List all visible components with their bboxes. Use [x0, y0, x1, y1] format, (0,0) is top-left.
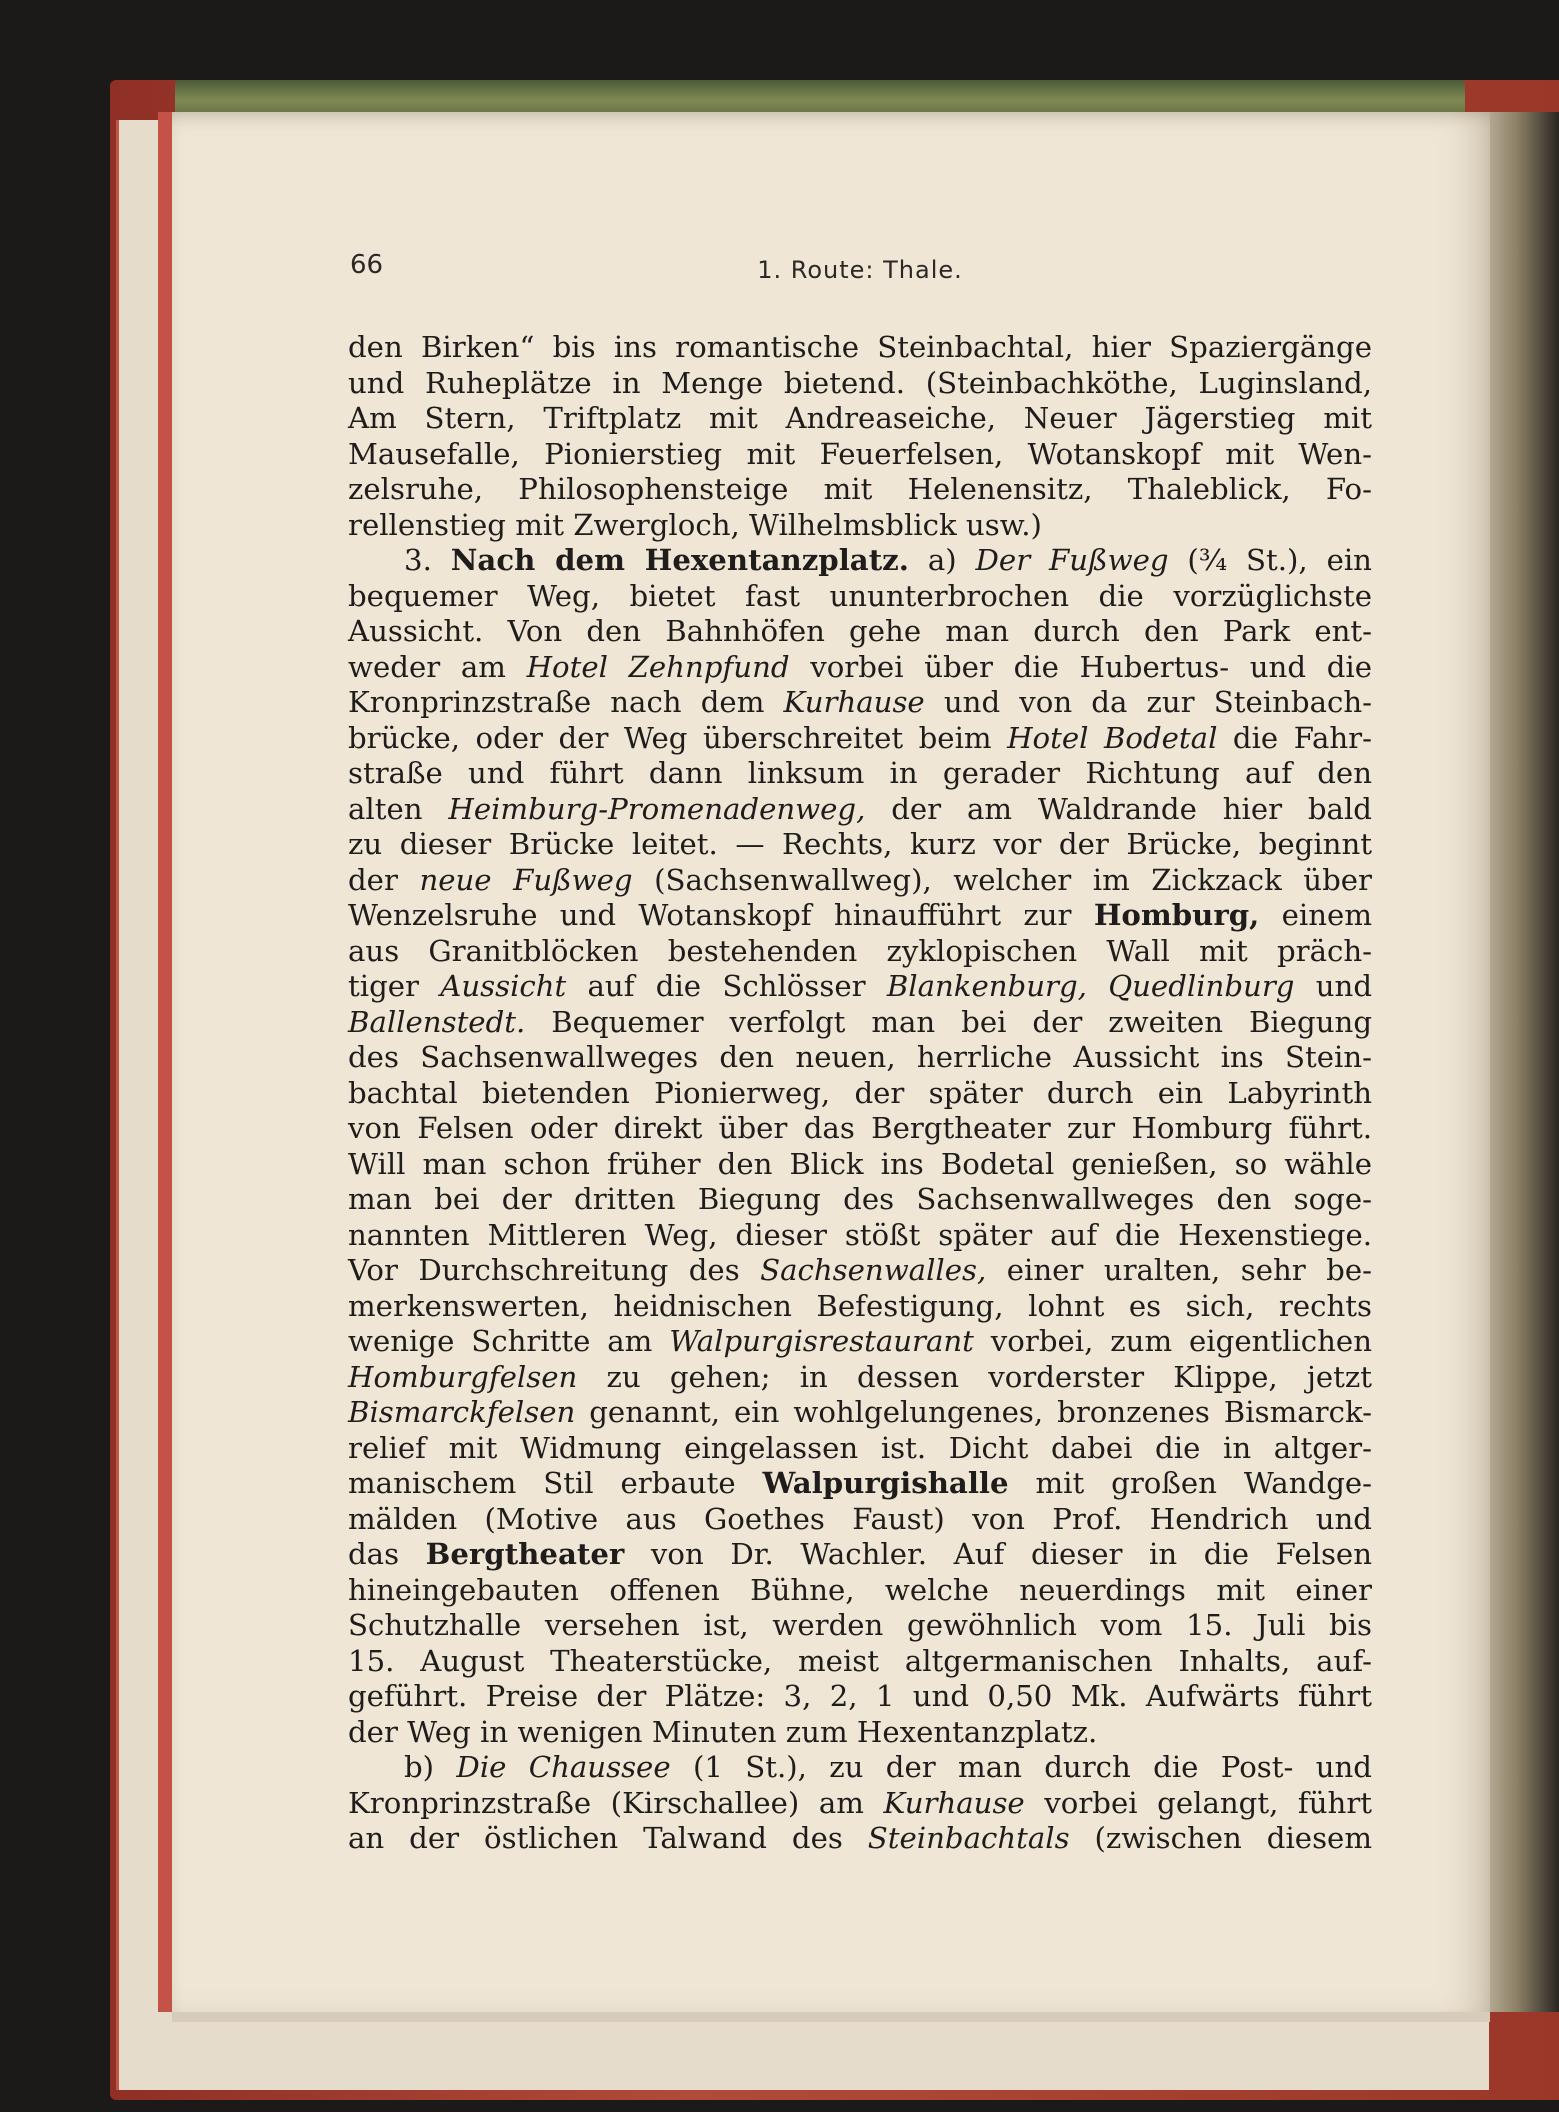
text-segment: Wenzelsruhe und Wotanskopf hinaufführt zur [348, 898, 1094, 932]
text-line [348, 1750, 1372, 1786]
text-line [348, 898, 1372, 934]
text-segment: vorbei, zum eigentlichen [973, 1324, 1373, 1358]
text-segment: (1 St.), zu der man durch die Post- und [670, 1750, 1372, 1784]
bold-text: Homburg, [1093, 898, 1260, 932]
text-segment: hineingebauten offenen Bühne, welche neuerdings mit einer [348, 1572, 1372, 1607]
text-segment: das [348, 1537, 426, 1571]
text-segment: (Sachsenwallweg), welcher im Zickzack über [632, 862, 1372, 897]
text-segment: zu dieser Brücke leitet. — Rechts, kurz vor der Brücke, beginnt [348, 827, 1372, 861]
running-head [350, 252, 1370, 292]
page-bottom-edge [172, 2012, 1490, 2022]
italic-text: Hotel Bodetal [1007, 720, 1218, 755]
text-segment: alten [348, 791, 449, 826]
text-line [348, 863, 1372, 899]
text-segment: 15. August Theaterstücke, meist altgermanischen Inhalts, auf- [348, 1643, 1372, 1678]
red-page-edge [158, 112, 172, 2012]
text-line [348, 1076, 1372, 1112]
text-segment: von Dr. Wachler. Auf dieser in die Felsen [624, 1537, 1372, 1571]
text-segment: (¾ St.), ein [1168, 543, 1372, 577]
text-segment: Kronprinzstraße nach dem [348, 685, 784, 719]
italic-text: Homburgfelsen [348, 1359, 578, 1394]
text-segment: Vor Durchschreitung des [348, 1253, 761, 1287]
text-segment: geführt. Preise der Plätze: 3, 2, 1 und 0,50 Mk. Aufwärts führt [348, 1679, 1372, 1713]
text-line [348, 1111, 1372, 1147]
italic-text: Kurhause [883, 1785, 1025, 1820]
text-line [348, 1289, 1372, 1325]
text-line [348, 1537, 1372, 1573]
page-number: 66 [350, 250, 384, 280]
text-segment: von Felsen oder direkt über das Bergtheater zur Homburg führt. [348, 1111, 1372, 1145]
text-segment: merkenswerten, heidnischen Befestigung, lohnt es sich, rechts [348, 1288, 1372, 1323]
text-line [348, 1821, 1372, 1857]
text-segment: tiger [348, 969, 441, 1003]
text-segment: relief mit Widmung eingelassen ist. Dicht dabei die in altger- [348, 1430, 1372, 1465]
bold-text: Walpurgishalle [762, 1466, 1009, 1500]
text-segment: vorbei gelangt, führt [1024, 1785, 1373, 1820]
italic-text: Aussicht [440, 969, 567, 1003]
text-line [348, 1466, 1372, 1502]
text-segment: (zwischen diesem [1069, 1821, 1372, 1855]
text-line [348, 1182, 1372, 1218]
text-segment: nannten Mittleren Weg, dieser stößt später auf die Hexenstiege. [348, 1217, 1372, 1252]
text-segment: rellenstieg mit Zwergloch, Wilhelmsblick usw.) [348, 507, 1042, 542]
text-segment: mälden (Motive aus Goethes Faust) von Prof. Hendrich und [348, 1501, 1372, 1536]
text-segment: der [348, 862, 420, 897]
book-gutter [1490, 112, 1559, 2012]
italic-text: Ballenstedt. [348, 1004, 526, 1039]
text-line [348, 756, 1372, 792]
text-line [348, 1395, 1372, 1431]
text-segment: bequemer Weg, bietet fast ununterbrochen die vorzüglichste [348, 578, 1372, 613]
text-line [348, 543, 1372, 579]
text-line [348, 508, 1372, 544]
italic-text: Die Chaussee [456, 1750, 671, 1784]
bold-text: Bergtheater [425, 1537, 625, 1571]
text-line [348, 437, 1372, 473]
text-line [348, 721, 1372, 757]
text-line [348, 969, 1372, 1005]
text-segment: und [1294, 969, 1372, 1003]
text-segment: Schutzhalle versehen ist, werden gewöhnlich vom 15. Juli bis [348, 1608, 1372, 1642]
body-text [348, 330, 1372, 1857]
text-line [348, 1253, 1372, 1289]
italic-text: Sachsenwalles, [760, 1253, 987, 1287]
text-segment: Am Stern, Triftplatz mit Andreaseiche, Neuer Jägerstieg mit [348, 401, 1372, 435]
text-segment: Aussicht. Von den Bahnhöfen gehe man durch den Park ent- [348, 614, 1372, 648]
text-line [348, 1005, 1372, 1041]
text-segment: die Fahr- [1217, 720, 1372, 755]
text-line [348, 1502, 1372, 1538]
text-segment: Will man schon früher den Blick ins Bodetal genießen, so wähle [348, 1146, 1372, 1181]
text-line [348, 1679, 1372, 1715]
text-segment: an der östlichen Talwand des [348, 1821, 868, 1855]
text-segment: manischem Stil erbaute [348, 1466, 763, 1500]
text-segment: des Sachsenwallweges den neuen, herrliche Aussicht ins Stein- [348, 1040, 1372, 1074]
text-line [348, 650, 1372, 686]
text-segment: weder am [348, 649, 527, 684]
text-segment: den Birken“ bis ins romantische Steinbachtal, hier Spaziergänge [348, 330, 1372, 364]
text-segment: a) [908, 543, 976, 577]
text-line [348, 1324, 1372, 1360]
italic-text: Bismarckfelsen [348, 1395, 576, 1429]
text-segment: mit großen Wandge- [1008, 1466, 1373, 1500]
text-segment: straße und führt dann linksum in gerader Richtung auf den [348, 756, 1372, 790]
italic-text: neue Fußweg [419, 862, 633, 897]
text-segment: aus Granitblöcken bestehenden zyklopischen Wall mit präch- [348, 933, 1372, 968]
text-line [348, 579, 1372, 615]
text-segment: 3. [404, 543, 451, 577]
bold-text: Nach dem Hexentanzplatz. [450, 543, 909, 577]
italic-text: Der Fußweg [975, 543, 1169, 577]
italic-text: Walpurgisrestaurant [669, 1324, 974, 1358]
running-title: 1. Route: Thale. [757, 256, 963, 284]
text-line [348, 1040, 1372, 1076]
text-line [348, 1644, 1372, 1680]
text-segment: zelsruhe, Philosophensteige mit Helenensitz, Thaleblick, Fo- [348, 472, 1372, 506]
text-segment: der Weg in wenigen Minuten zum Hexentanzplatz. [348, 1714, 1098, 1749]
text-segment: Kronprinzstraße (Kirschallee) am [348, 1785, 884, 1820]
text-segment: wenige Schritte am [348, 1324, 670, 1358]
text-line [348, 1360, 1372, 1396]
text-segment: zu gehen; in dessen vorderster Klippe, jetzt [577, 1359, 1372, 1394]
text-segment: b) [404, 1750, 457, 1784]
text-segment: bachtal bietenden Pionierweg, der später durch ein Labyrinth [348, 1075, 1372, 1110]
text-line [348, 366, 1372, 402]
italic-text: Hotel Zehnpfund [526, 649, 790, 684]
text-segment: genannt, ein wohlgelungenes, bronzenes Bismarck- [575, 1395, 1372, 1429]
text-segment: Mausefalle, Pionierstieg mit Feuerfelsen, Wotanskopf mit Wen- [348, 436, 1372, 471]
text-line [348, 1608, 1372, 1644]
text-segment: und Ruheplätze in Menge bietend. (Steinbachköthe, Luginsland, [348, 365, 1372, 400]
text-line [348, 472, 1372, 508]
italic-text: Blankenburg, Quedlinburg [886, 969, 1295, 1003]
text-segment: der am Waldrande hier bald [865, 791, 1372, 826]
italic-text: Kurhause [783, 685, 925, 719]
text-line [348, 330, 1372, 366]
text-segment: und von da zur Steinbach- [924, 685, 1373, 719]
text-line [348, 401, 1372, 437]
text-line [348, 685, 1372, 721]
text-line [348, 792, 1372, 828]
text-line [348, 1786, 1372, 1822]
text-line [348, 827, 1372, 863]
text-segment: einer uralten, sehr be- [986, 1253, 1372, 1287]
text-line [348, 934, 1372, 970]
text-segment: auf die Schlösser [566, 969, 887, 1003]
italic-text: Steinbachtals [867, 1821, 1070, 1855]
text-line [348, 1431, 1372, 1467]
text-line [348, 1573, 1372, 1609]
text-segment: brücke, oder der Weg überschreitet beim [348, 720, 1008, 755]
text-line [348, 1715, 1372, 1751]
text-line [348, 1218, 1372, 1254]
text-segment: Bequemer verfolgt man bei der zweiten Biegung [525, 1004, 1372, 1039]
text-segment: vorbei über die Hubertus- und die [789, 649, 1372, 684]
text-line [348, 614, 1372, 650]
text-segment: man bei der dritten Biegung des Sachsenwallweges den soge- [348, 1182, 1372, 1216]
text-segment: einem [1259, 898, 1372, 932]
italic-text: Heimburg-Promenadenweg, [448, 791, 866, 826]
text-line [348, 1147, 1372, 1183]
